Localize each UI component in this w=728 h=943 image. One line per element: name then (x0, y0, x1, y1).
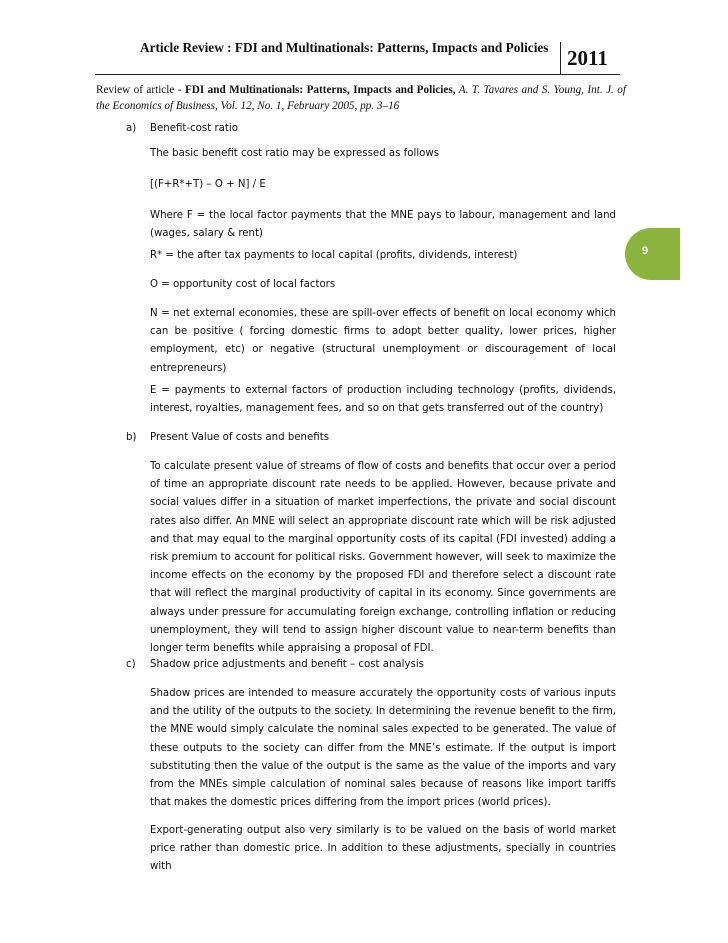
page-number-badge (625, 228, 680, 280)
section-a-paragraph-1: The basic benefit cost ratio may be expressed as follows (150, 148, 440, 159)
section-a-marker: a) (126, 123, 137, 134)
section-c-heading (126, 659, 424, 670)
citation-details: A. T. Tavares and S. Young, Int. J. of the Economics of Business, Vol. 12, No. 1, February 2005, pp. 3–16 (96, 84, 626, 112)
section-c-title: Shadow price adjustments and benefit – cost analysis (150, 659, 424, 670)
section-b-heading (126, 432, 329, 443)
section-b-paragraph-1: To calculate present value of streams of flow of costs and benefits that occur over a period of time an appropriate discount rate needs to be applied. However, because private and social values differ in a situation of market imperfections, the private and social discount rates also differ. An MNE will select an appropriate discount rate which will be risk adjusted and that may equal to the marginal opportunity costs of its capital (FDI invested) adding a risk premium to account for political risks. Government however, will seek to maximize the income effects on the economy by the proposed FDI and therefore select a discount rate that will reflect the marginal productivity of capital in its economy. Since governments are always under pressure for accumulating foreign exchange, controlling inflation or reducing unemployment, they will tend to assign higher discount value to near-term benefits than longer term benefits while appraising a proposal of FDI. (150, 461, 616, 655)
definition-f: Where F = the local factor payments that the MNE pays to labour, management and land (wages, salary & rent) (150, 210, 616, 240)
definition-o: O = opportunity cost of local factors (150, 279, 336, 290)
section-c-marker: c) (126, 659, 136, 670)
formula: [(F+R*+T) – O + N] / E (150, 179, 266, 190)
definition-n: N = net external economies, these are spill-over effects of benefit on local economy which can be positive ( forcing domestic firms to adopt better quality, lower prices, higher employment, etc) or negative (structural unemployment or discouragement of local entrepreneurs) (150, 308, 616, 374)
definition-e: E = payments to external factors of production including technology (profits, dividends, interest, royalties, management fees, and so on that gets transferred out of the country) (150, 385, 616, 415)
header-title: Article Review : FDI and Multinationals: Patterns, Impacts and Policies (140, 40, 549, 55)
section-c-paragraph-2: Export-generating output also very similarly is to be valued on the basis of world market price rather than domestic price. In addition to these adjustments, specially in countries with (150, 825, 616, 873)
header-year: 2011 (560, 42, 620, 74)
header-divider (95, 74, 620, 75)
section-b-marker: b) (126, 432, 137, 443)
section-c-paragraph-1: Shadow prices are intended to measure accurately the opportunity costs of various inputs and the utility of the outputs to the society. In determining the revenue benefit to the firm, the MNE would simply calculate the nominal sales expected to be generated. The value of these outputs to the society can differ from the MNE’s estimate. If the output is import substituting then the value of the output is the same as the value of the imports and vary from the MNEs simple calculation of nominal sales because of reasons like import tariffs that makes the domestic prices differing from the import prices (world prices). (150, 688, 616, 809)
section-b-title: Present Value of costs and benefits (150, 432, 329, 443)
page-number: 9 (642, 245, 649, 257)
citation-prefix: Review of article - (96, 84, 185, 96)
section-a-title: Benefit-cost ratio (150, 123, 238, 134)
definition-r: R* = the after tax payments to local capital (profits, dividends, interest) (150, 250, 518, 261)
article-citation (96, 82, 626, 114)
section-a-heading (126, 123, 238, 134)
citation-title: FDI and Multinationals: Patterns, Impacts and Policies, (184, 84, 456, 96)
